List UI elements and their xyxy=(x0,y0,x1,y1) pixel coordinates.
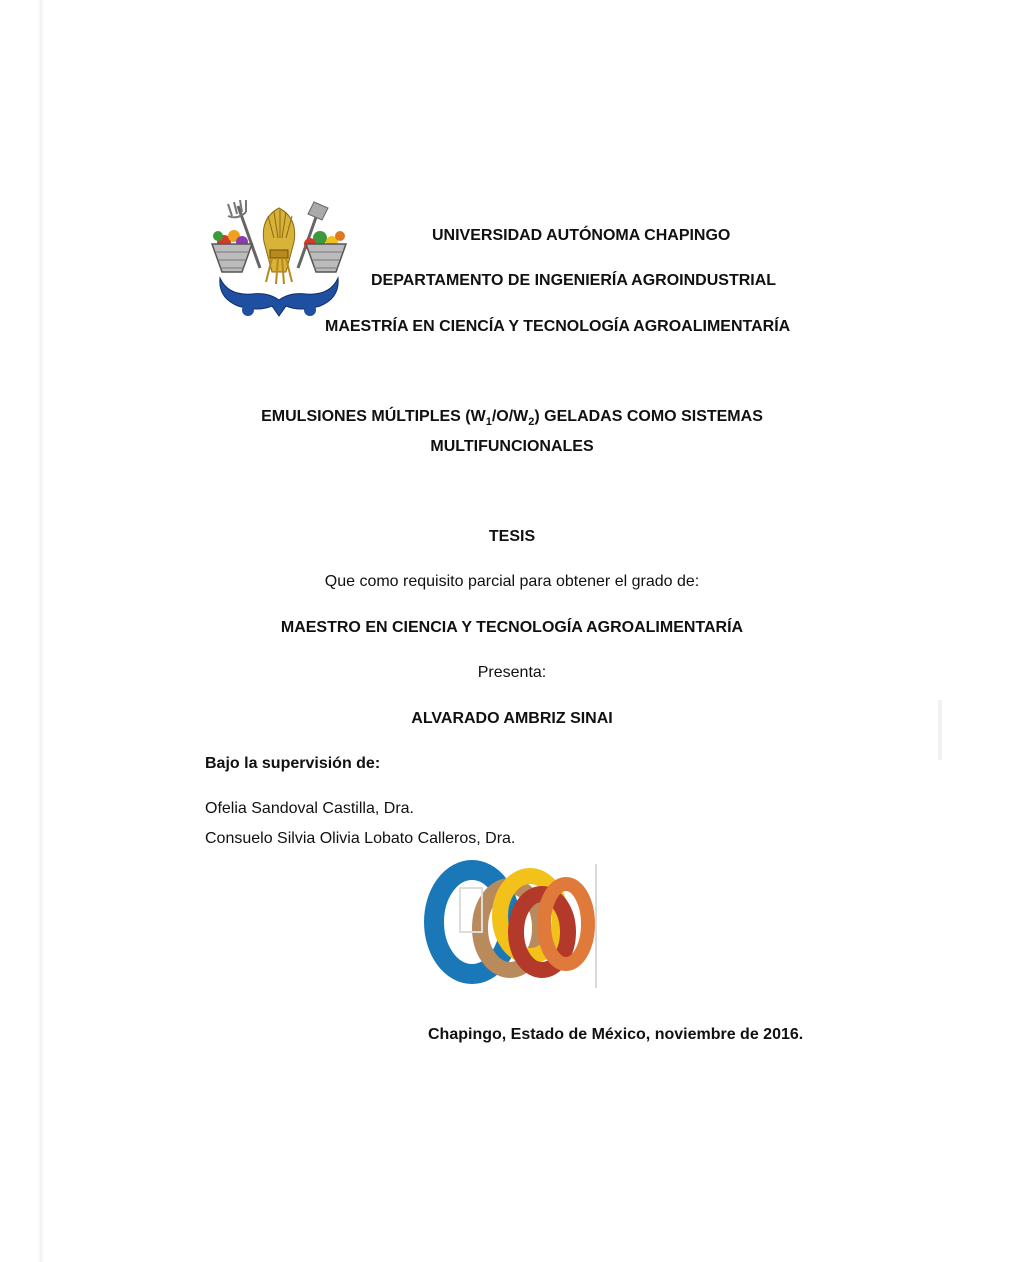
thesis-title-sub1: 1 xyxy=(485,416,492,429)
thesis-title-suffix: ) GELADAS COMO SISTEMAS xyxy=(534,408,763,425)
requirement-text: Que como requisito parcial para obtener el grado de: xyxy=(324,573,700,590)
document-type: TESIS xyxy=(488,528,536,545)
thesis-title-line2: MULTIFUNCIONALES xyxy=(430,438,594,455)
presents-label: Presenta: xyxy=(477,664,547,681)
degree-name: MAESTRO EN CIENCIA Y TECNOLOGÍA AGROALIMENTARÍA xyxy=(280,619,744,636)
supervisor-1: Ofelia Sandoval Castilla, Dra. xyxy=(205,800,414,817)
supervisor-2: Consuelo Silvia Olivia Lobato Calleros, Dra. xyxy=(205,830,516,847)
thesis-title-mid: /O/W xyxy=(491,408,529,425)
author-name: ALVARADO AMBRIZ SINAI xyxy=(411,710,613,727)
supervision-label: Bajo la supervisión de: xyxy=(205,755,381,772)
interlocking-rings-logo-icon xyxy=(424,858,600,990)
scan-edge-mark xyxy=(938,700,942,760)
program-name: MAESTRÍA EN CIENCÍA Y TECNOLOGÍA AGROALIMENTARÍA xyxy=(325,318,791,335)
university-name: UNIVERSIDAD AUTÓNOMA CHAPINGO xyxy=(432,227,731,244)
chapingo-emblem-icon xyxy=(208,198,350,322)
thesis-title-sub2: 2 xyxy=(528,416,535,429)
scan-edge xyxy=(38,0,44,1262)
department-name: DEPARTAMENTO DE INGENIERÍA AGROINDUSTRIAL xyxy=(371,272,777,289)
thesis-title-prefix: EMULSIONES MÚLTIPLES (W xyxy=(261,408,486,425)
place-and-date: Chapingo, Estado de México, noviembre de 2016. xyxy=(428,1026,804,1043)
thesis-title-line1 xyxy=(150,407,874,432)
